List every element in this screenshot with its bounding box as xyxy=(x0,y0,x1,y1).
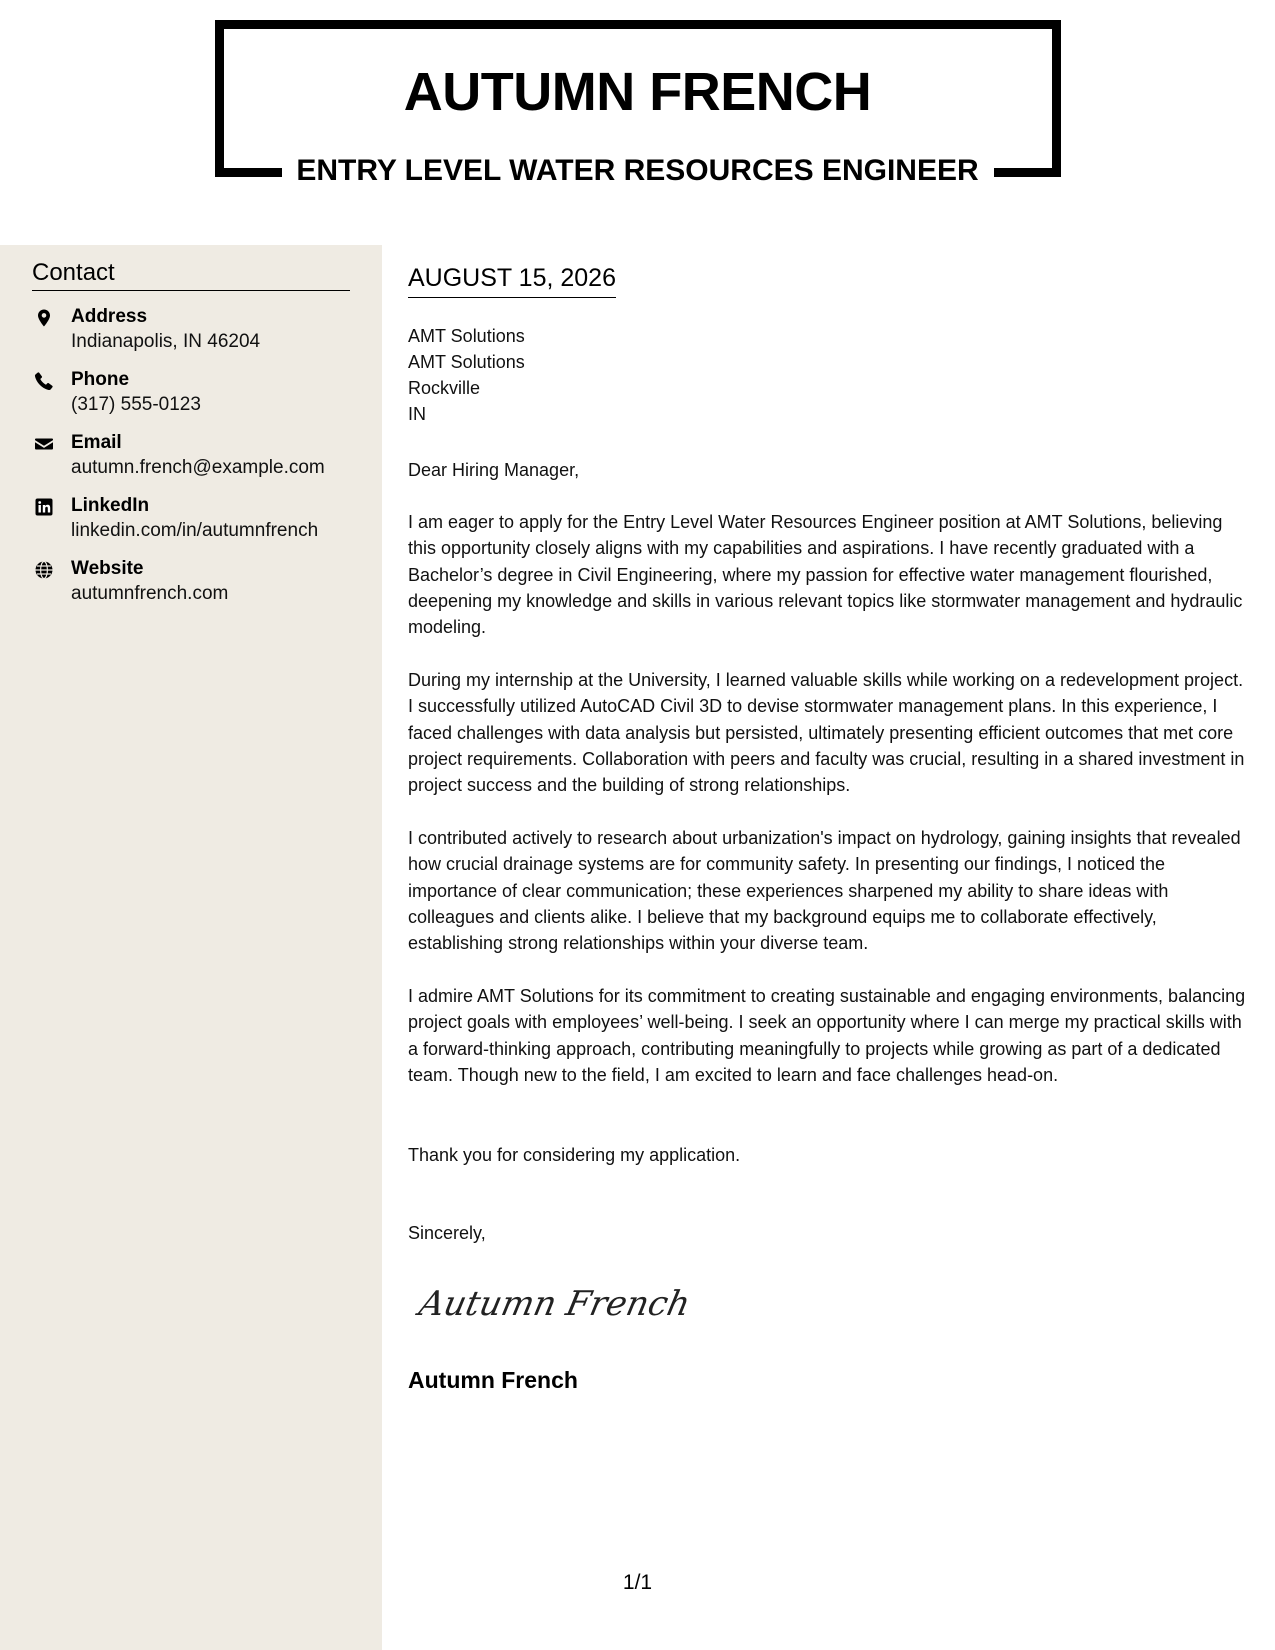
contact-label: Phone xyxy=(71,369,130,390)
map-pin-icon xyxy=(34,308,54,328)
linkedin-icon xyxy=(34,497,54,517)
letter-date: AUGUST 15, 2026 xyxy=(408,263,616,298)
contact-item-phone xyxy=(32,367,372,423)
recipient-line: AMT Solutions xyxy=(408,352,525,372)
contact-label: Website xyxy=(71,558,144,579)
body-paragraph: During my internship at the University, I learned valuable skills while working on a redevelopment project. I successfully utilized AutoCAD Civil 3D to devise stormwater management plans. In this experience, I faced challenges with data analysis but persisted, ultimately presenting efficient outcomes that met core project requirements. Collaboration with peers and faculty was crucial, resulting in a shared investment in project success and the building of strong relationships. xyxy=(408,670,1245,796)
document-header xyxy=(0,0,1275,245)
linkedin-value: linkedin.com/in/autumnfrench xyxy=(71,520,319,541)
thanks-line: Thank you for considering my application. xyxy=(408,1145,741,1165)
body-paragraph: I am eager to apply for the Entry Level Water Resources Engineer position at AMT Solutions, believing this opportunity closely aligns with my capabilities and aspirations. I have recently graduated with a Bachelor’s degree in Civil Engineering, where my passion for effective water management flourished, deepening my knowledge and skills in various relevant topics like stormwater management and hydraulic modeling. xyxy=(408,512,1243,638)
phone-icon xyxy=(34,371,54,391)
recipient-line: Rockville xyxy=(408,378,481,398)
contact-label: Email xyxy=(71,432,122,453)
signature-text: Autumn French xyxy=(415,1284,694,1324)
recipient-line: AMT Solutions xyxy=(408,326,525,346)
recipient-line: IN xyxy=(408,404,426,424)
envelope-icon xyxy=(34,434,54,454)
contact-heading: Contact xyxy=(32,258,350,291)
salutation: Dear Hiring Manager, xyxy=(408,460,580,480)
signer-name: Autumn French xyxy=(408,1367,578,1393)
website-value: autumnfrench.com xyxy=(71,583,229,604)
email-value: autumn.french@example.com xyxy=(71,457,325,478)
contact-item-website xyxy=(32,556,372,612)
job-title: ENTRY LEVEL WATER RESOURCES ENGINEER xyxy=(296,154,979,187)
closing-line: Sincerely, xyxy=(408,1223,486,1243)
contact-item-linkedin xyxy=(32,493,372,549)
header-frame-top xyxy=(215,20,1061,29)
phone-value: (317) 555-0123 xyxy=(71,394,201,415)
recipient-block xyxy=(408,323,525,427)
body-paragraph: I admire AMT Solutions for its commitment to creating sustainable and engaging environments, balancing project goals with employees’ well-being. I seek an opportunity where I can merge my practical skills with a forward-thinking approach, contributing meaningfully to projects while growing as part of a dedicated team. Though new to the field, I am excited to learn and face challenges head-on. xyxy=(408,986,1246,1085)
contact-item-address xyxy=(32,304,372,360)
globe-icon xyxy=(34,560,54,580)
contact-sidebar xyxy=(0,245,382,1650)
contact-item-email xyxy=(32,430,372,486)
applicant-name: AUTUMN FRENCH xyxy=(403,62,872,122)
contact-label: Address xyxy=(71,306,148,327)
body-paragraph: I contributed actively to research about urbanization's impact on hydrology, gaining insights that revealed how crucial drainage systems are for community safety. In presenting our findings, I noticed the importance of clear communication; these experiences sharpened my ability to share ideas with colleagues and clients alike. I believe that my background equips me to collaborate effectively, establishing strong relationships within your diverse team. xyxy=(408,828,1241,954)
page-number: 1/1 xyxy=(622,1571,653,1594)
address-value: Indianapolis, IN 46204 xyxy=(71,331,261,352)
handwritten-signature xyxy=(414,1275,694,1327)
contact-label: LinkedIn xyxy=(71,495,150,516)
